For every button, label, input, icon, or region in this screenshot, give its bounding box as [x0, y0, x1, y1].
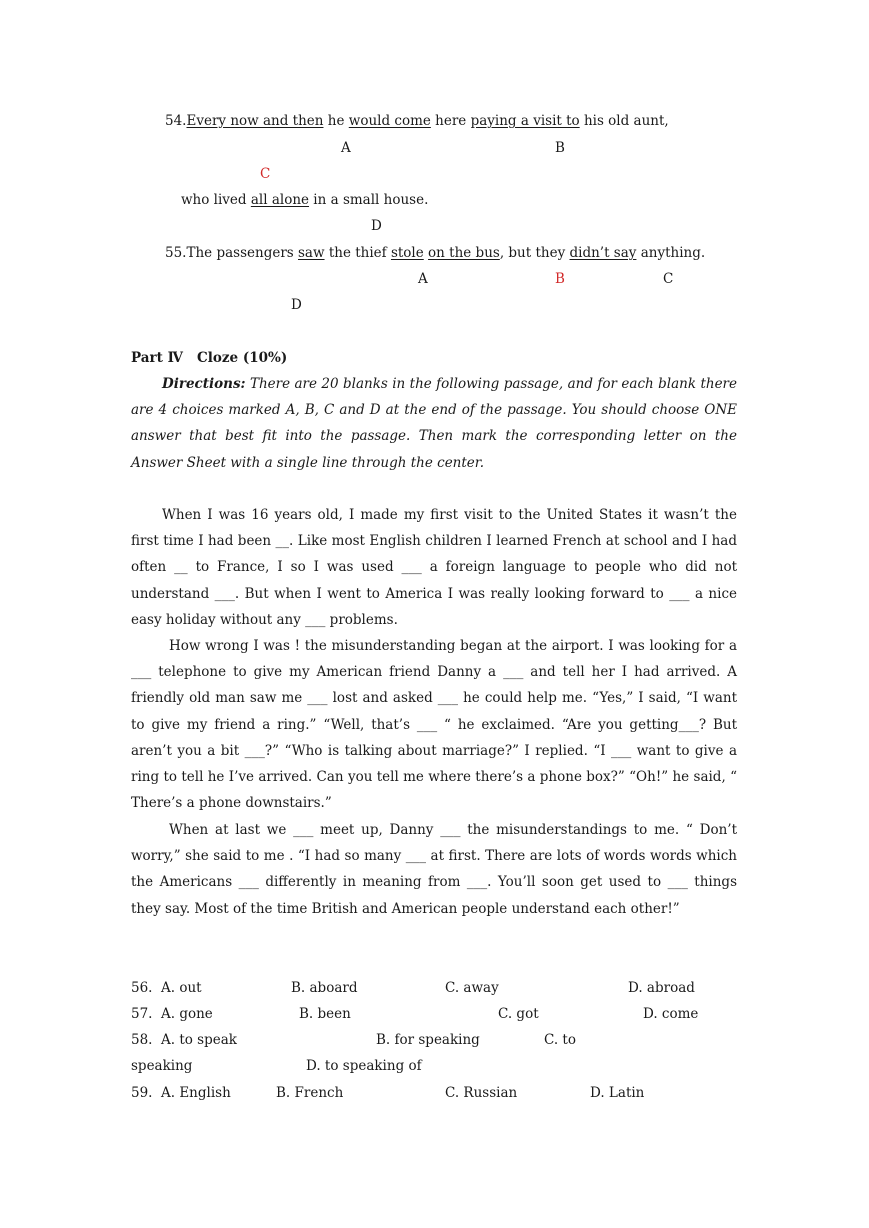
option-57-d: D. come: [643, 1006, 699, 1022]
text: The passengers: [186, 245, 298, 261]
option-label-a: A: [341, 140, 351, 156]
option-59-b: B. French: [276, 1085, 344, 1101]
question-55-line1: [165, 245, 705, 261]
text: here: [430, 113, 471, 129]
option-58-a: A. to speak: [161, 1032, 237, 1048]
directions-label: Directions:: [162, 376, 246, 392]
option-57-a: A. gone: [161, 1006, 213, 1022]
segment-b2: on the bus: [428, 245, 500, 261]
option-59-c: C. Russian: [445, 1085, 518, 1101]
option-58-c: C. to: [544, 1032, 576, 1048]
segment-b: would come: [348, 113, 431, 129]
option-57-b: B. been: [299, 1006, 351, 1022]
question-54-line2: [181, 192, 428, 208]
option-row-56: [131, 980, 152, 996]
option-label-a: A: [418, 271, 428, 287]
option-56-d: D. abroad: [628, 980, 695, 996]
answer-label-b: B: [555, 271, 565, 287]
option-56-a: A. out: [161, 980, 202, 996]
text: anything.: [636, 245, 706, 261]
option-58-d: D. to speaking of: [306, 1058, 422, 1074]
option-label-d: D: [291, 297, 302, 313]
passage-paragraph-3: When at last we ___ meet up, Danny ___ the misunderstandings to me. “ Don’t worry,” she said to me . “I had so many ___ at first. There are lots of words words which the Americans ___ differently in meaning from ___. You’ll soon get used to ___ things they say. Most of the time British and American people understand each other!”: [131, 822, 737, 917]
directions-text: There are 20 blanks in the following passage, and for each blank there are 4 choices marked A, B, C and D at the end of the passage. You should choose ONE answer that best fit into the passage. Then mark the corresponding letter on the Answer Sheet with a single line through the center.: [131, 376, 737, 471]
segment-a: saw: [298, 245, 325, 261]
text: in a small house.: [309, 192, 429, 208]
option-label-c: C: [663, 271, 674, 287]
question-number: 55.: [165, 245, 187, 261]
option-number-58: 58.: [131, 1032, 153, 1048]
option-number-57: 57.: [131, 1006, 153, 1022]
option-57-c: C. got: [498, 1006, 539, 1022]
question-54-line1: [165, 113, 669, 129]
passage-paragraph-2: How wrong I was ! the misunderstanding began at the airport. I was looking for a ___ telephone to give my American friend Danny a ___ and tell her I had arrived. A friendly old man saw me ___ lost and asked ___ he could help me. “Yes,” I said, “I want to give my friend a ring.” “Well, that’s ___ “ he exclaimed. “Are you getting___? But aren’t you a bit ___?” “Who is talking about marriage?” I replied. “I ___ want to give a ring to tell he I’ve arrived. Can you tell me where there’s a phone box?” “Oh!” he said, “ There’s a phone downstairs.”: [131, 638, 737, 812]
text: he: [323, 113, 349, 129]
option-56-b: B. aboard: [291, 980, 358, 996]
section-heading: Part Ⅳ Cloze (10%): [131, 350, 288, 366]
option-number-59: 59.: [131, 1085, 153, 1101]
answer-label-c: C: [260, 166, 271, 182]
segment-d: all alone: [250, 192, 310, 208]
option-56-c: C. away: [445, 980, 499, 996]
passage-paragraph-1: When I was 16 years old, I made my first visit to the United States it wasn’t the first time I had been __. Like most English children I learned French at school and I had often __ to France, I so I was used ___ a foreign language to people who did not understand ___. But when I went to America I was really looking forward to ___ a nice easy holiday without any ___ problems.: [131, 507, 737, 628]
option-58-c-continued: speaking: [131, 1058, 193, 1074]
option-label-d: D: [371, 218, 382, 234]
option-59-d: D. Latin: [590, 1085, 645, 1101]
option-59-a: A. English: [161, 1085, 231, 1101]
text: the thief: [324, 245, 391, 261]
text: who lived: [181, 192, 251, 208]
segment-a: Every now and then: [186, 113, 324, 129]
option-label-b: B: [555, 140, 565, 156]
segment-b1: stole: [390, 245, 424, 261]
segment-c: paying a visit to: [470, 113, 580, 129]
text: , but they: [499, 245, 570, 261]
segment-c: didn’t say: [569, 245, 637, 261]
directions-paragraph: [131, 371, 737, 476]
question-number: 54.: [165, 113, 187, 129]
text: his old aunt,: [579, 113, 669, 129]
option-number: 56.: [131, 980, 153, 996]
option-58-b: B. for speaking: [376, 1032, 480, 1048]
